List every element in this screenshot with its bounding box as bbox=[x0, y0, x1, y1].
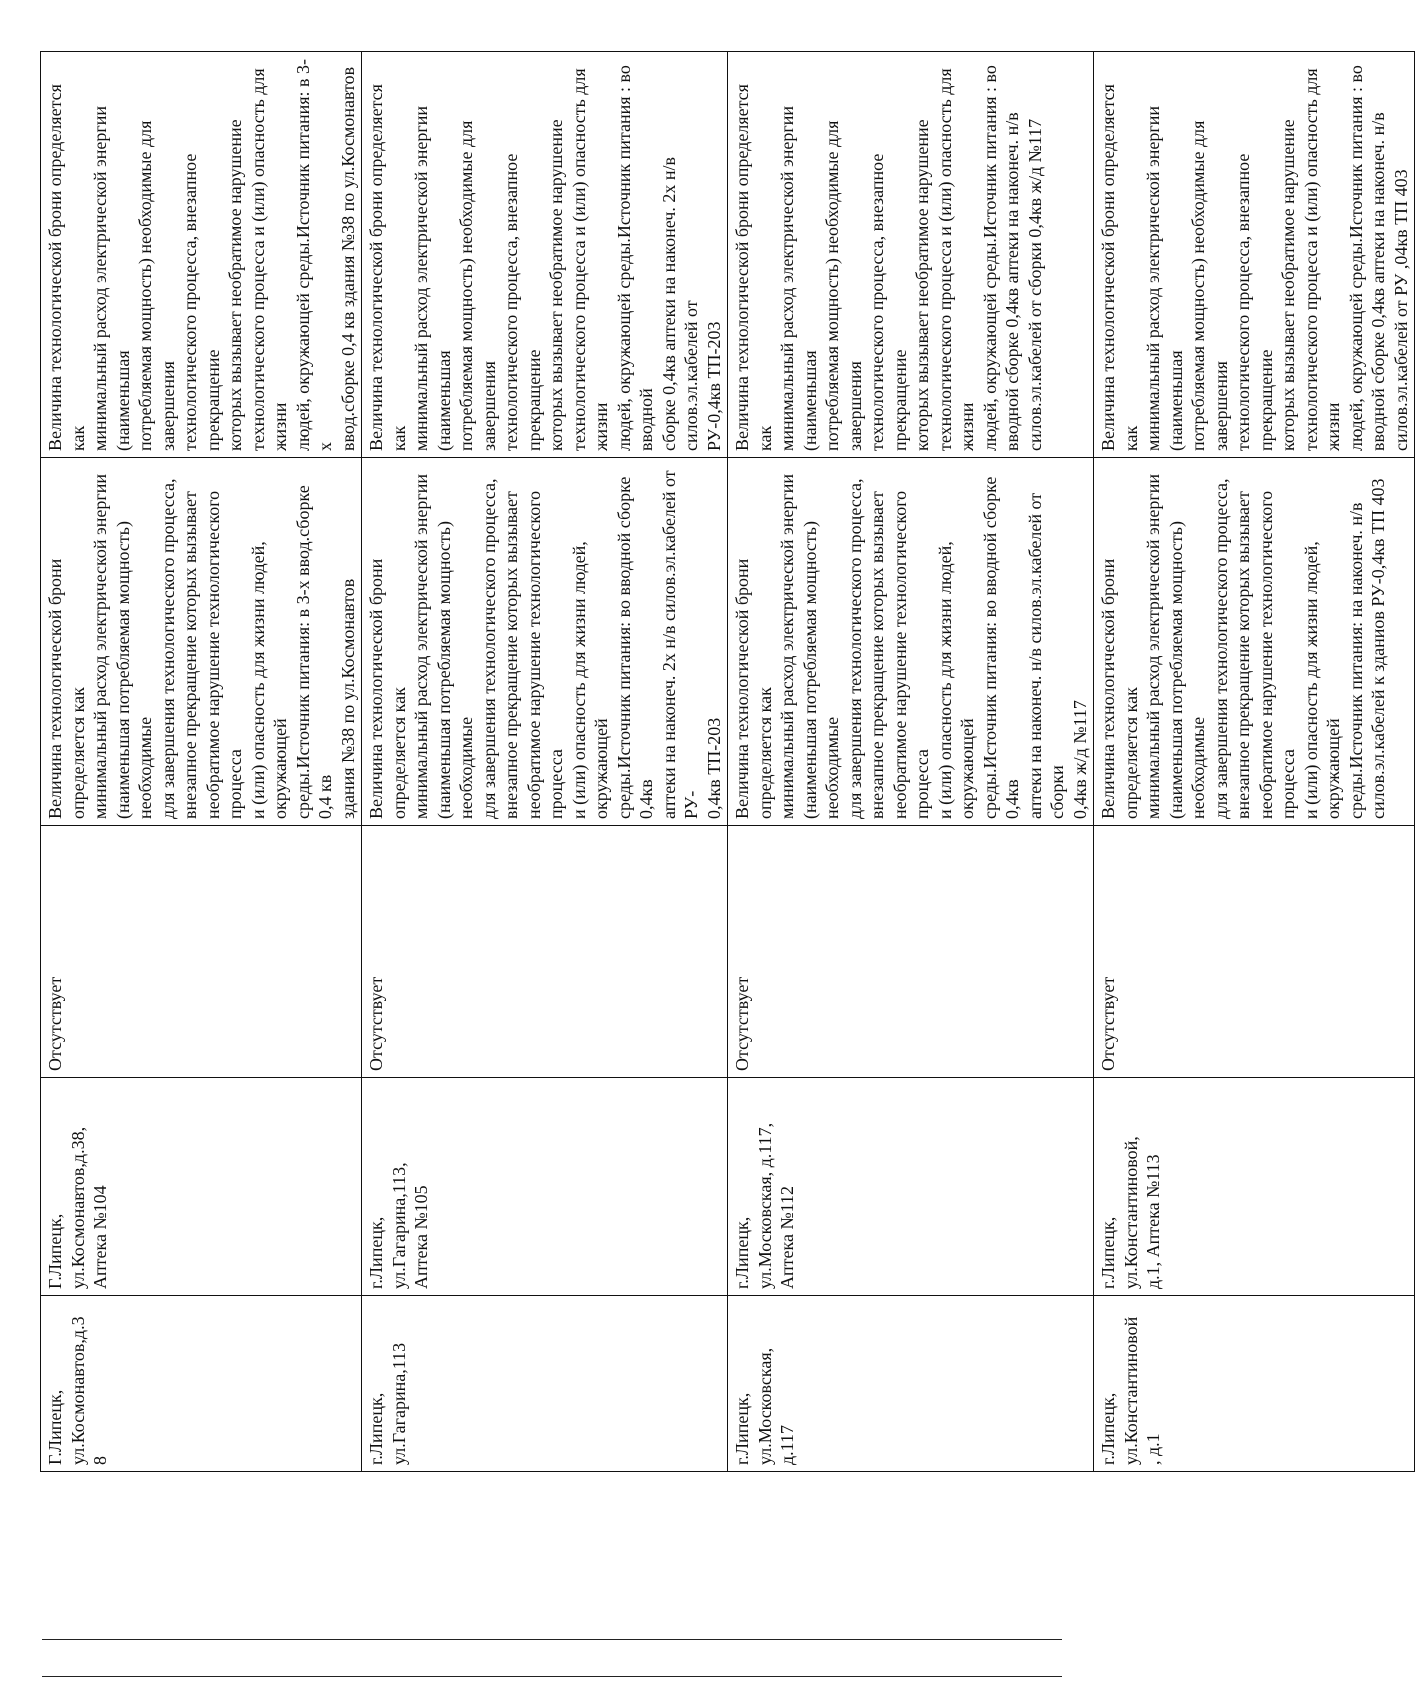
table-row bbox=[728, 52, 1094, 1472]
object-address-cell: Г.Липецк, ул.Космонавтов,д.38, Аптека №104 bbox=[41, 1078, 362, 1296]
technological-reserve-cell: Величина технологической брони определяется как минимальный расход электрической энергии (наименьшая потребляемая мощность) необходимые для завершения технологического процесса, внезапное прекращение которых вызывает необратимое нарушение технологического процесса и (или) опасность для жизни людей, окружающей среды.Источник питания: во вводной сборке 0,4кв аптеки на наконеч. 2х н/в силов.эл.кабелей от РУ- 0,4кв ТП-203 bbox=[362, 458, 728, 826]
table-row bbox=[362, 52, 728, 1472]
emergency-reserve-cell: Отсутствует bbox=[1094, 826, 1415, 1078]
technological-reserve-cell: Величина технологической брони определяется как минимальный расход электрической энергии (наименьшая потребляемая мощность) необходимые для завершения технологического процесса, внезапное прекращение которых вызывает необратимое нарушение технологического процесса и (или) опасность для жизни людей, окружающей среды.Источник питания: в 3-х ввод.сборке 0,4 кв здания №38 по ул.Космонавтов bbox=[41, 458, 362, 826]
power-reservation-table bbox=[40, 51, 1415, 1472]
footer-divider-line bbox=[42, 1676, 1062, 1677]
emergency-reserve-cell: Отсутствует bbox=[362, 826, 728, 1078]
consumer-address-cell: г.Липецк, ул.Гагарина,113 bbox=[362, 1296, 728, 1472]
technological-reserve-cell: Величина технологической брони определяется как минимальный расход электрической энергии (наименьшая потребляемая мощность) необходимые для завершения технологического процесса, внезапное прекращение которых вызывает необратимое нарушение технологического процесса и (или) опасность для жизни людей, окружающей среды.Источник питания: во вводной сборке 0,4кв аптеки на наконеч. н/в силов.эл.кабелей от сборки 0,4кв ж/д №117 bbox=[728, 458, 1094, 826]
technological-reserve-cell: Величина технологической брони определяется как минимальный расход электрической энергии (наименьшая потребляемая мощность) необходимые для завершения технологического процесса, внезапное прекращение которых вызывает необратимое нарушение технологического процесса и (или) опасность для жизни людей, окружающей среды.Источник питания: на наконеч. н/в силов.эл.кабелей к зданиов РУ-0,4кв ТП 403 bbox=[1094, 458, 1415, 826]
table-row bbox=[41, 52, 362, 1472]
emergency-reserve-cell: Отсутствует bbox=[728, 826, 1094, 1078]
consumer-address-cell: г.Липецк, ул.Московская, д.117 bbox=[728, 1296, 1094, 1472]
object-address-cell: г.Липецк, ул.Гагарина,113, Аптека №105 bbox=[362, 1078, 728, 1296]
emergency-reserve-cell: Отсутствует bbox=[41, 826, 362, 1078]
footer-divider-line bbox=[42, 1639, 1062, 1640]
object-address-cell: г.Липецк, ул.Московская, д.117, Аптека №112 bbox=[728, 1078, 1094, 1296]
technological-reserve-note-cell: Величина технологической брони определяется как минимальный расход электрической энергии (наименьшая потребляемая мощность) необходимые для завершения технологического процесса, внезапное прекращение которых вызывает необратимое нарушение технологического процесса и (или) опасность для жизни людей, окружающей среды.Источник питания : во вводной сборке 0,4кв аптеки на наконеч. 2х н/в силов.эл.кабелей от РУ-0,4кв ТП-203 bbox=[362, 52, 728, 458]
technological-reserve-note-cell: Величина технологической брони определяется как минимальный расход электрической энергии (наименьшая потребляемая мощность) необходимые для завершения технологического процесса, внезапное прекращение которых вызывает необратимое нарушение технологического процесса и (или) опасность для жизни людей, окружающей среды.Источник питания: в 3-х ввод.сборке 0,4 кв здания №38 по ул.Космонавтов bbox=[41, 52, 362, 458]
table-row bbox=[1094, 52, 1415, 1472]
object-address-cell: г.Липецк, ул.Константиновой, д.1, Аптека №113 bbox=[1094, 1078, 1415, 1296]
technological-reserve-note-cell: Величина технологической брони определяется как минимальный расход электрической энергии (наименьшая потребляемая мощность) необходимые для завершения технологического процесса, внезапное прекращение которых вызывает необратимое нарушение технологического процесса и (или) опасность для жизни людей, окружающей среды.Источник питания : во вводной сборке 0,4кв аптеки на наконеч. н/в силов.эл.кабелей от РУ ,04кв ТП 403 bbox=[1094, 52, 1415, 458]
technological-reserve-note-cell: Величина технологической брони определяется как минимальный расход электрической энергии (наименьшая потребляемая мощность) необходимые для завершения технологического процесса, внезапное прекращение которых вызывает необратимое нарушение технологического процесса и (или) опасность для жизни людей, окружающей среды.Источник питания : во вводной сборке 0,4кв аптеки на наконеч. н/в силов.эл.кабелей от сборки 0,4кв ж/д №117 bbox=[728, 52, 1094, 458]
consumer-address-cell: г.Липецк, ул.Константиновой , д.1 bbox=[1094, 1296, 1415, 1472]
consumer-address-cell: Г.Липецк, ул.Космонавтов,д.3 8 bbox=[41, 1296, 362, 1472]
rotated-document-page bbox=[40, 52, 1411, 1472]
